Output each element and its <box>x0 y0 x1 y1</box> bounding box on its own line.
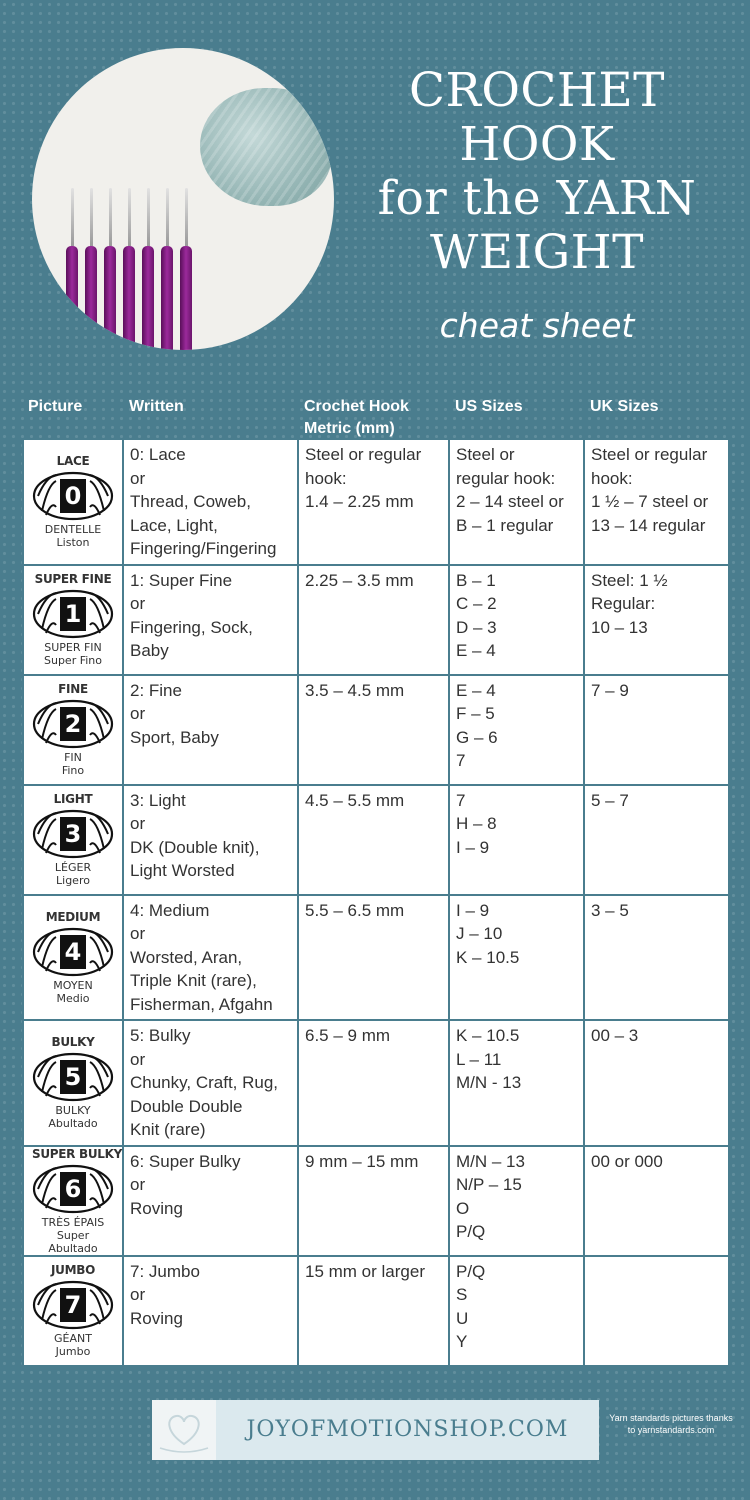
logo-icon <box>152 1400 216 1460</box>
cell-line: or <box>130 594 146 613</box>
cell-line: 7: Jumbo <box>130 1261 200 1281</box>
cell-line: E – 4 <box>456 680 496 700</box>
cell-line: Steel or regular <box>305 445 422 464</box>
yarn-skein-icon <box>32 589 114 639</box>
cell-line: O <box>456 1198 470 1218</box>
cell-line: or <box>130 924 146 943</box>
cell-line: C – 2 <box>456 594 497 613</box>
cell-line: regular hook: <box>456 468 556 488</box>
cell-line: Triple Knit (rare), <box>130 971 257 990</box>
written-cell <box>123 785 298 895</box>
yarn-weight-symbol-cell <box>23 895 123 1021</box>
cell-line: Double Double <box>130 1096 243 1116</box>
cell-line: Knit (rare) <box>130 1120 206 1139</box>
metric-cell <box>298 1146 449 1256</box>
column-header-uk: UK Sizes <box>590 398 659 415</box>
metric-cell <box>298 895 449 1021</box>
symbol-french: TRÈS ÉPAIS <box>41 1215 105 1229</box>
yarn-ball-image <box>200 88 332 206</box>
symbol-french: SUPER FIN <box>44 641 102 654</box>
cell-line: B – 1 <box>456 570 496 590</box>
cell-line: 15 mm or larger <box>305 1261 425 1281</box>
yarn-weight-symbol <box>32 910 114 1005</box>
symbol-category: SUPER BULKY <box>32 1146 123 1161</box>
symbol-number: 1 <box>60 597 86 631</box>
page-title <box>352 64 722 345</box>
cell-line: 00 or 000 <box>591 1151 663 1171</box>
crochet-hook-image <box>142 188 154 350</box>
yarn-skein-icon <box>32 1164 114 1214</box>
symbol-french: FIN <box>64 751 82 764</box>
written-cell <box>123 439 298 565</box>
written-cell <box>123 675 298 785</box>
column-header-picture: Picture <box>28 398 83 415</box>
us-size-cell <box>449 565 584 675</box>
us-size-cell <box>449 785 584 895</box>
cell-line: P/Q <box>456 1222 486 1241</box>
table-row <box>23 895 729 1021</box>
cell-line: 5: Bulky <box>130 1026 191 1045</box>
table-row <box>23 1256 729 1366</box>
cell-line: Lace, Light, <box>130 515 218 535</box>
cell-line: 2 – 14 steel or <box>456 492 564 511</box>
cell-line: Sport, Baby <box>130 727 219 747</box>
cell-line: 4.5 – 5.5 mm <box>305 790 405 810</box>
cell-line: Light Worsted <box>130 861 235 880</box>
symbol-spanish: Fino <box>61 764 85 777</box>
yarn-weight-symbol-cell <box>23 1020 123 1146</box>
cell-line: 10 – 13 <box>591 617 648 637</box>
site-url-link[interactable]: JOYOFMOTIONSHOP.COM <box>216 1400 599 1460</box>
us-size-cell <box>449 439 584 565</box>
symbol-category: MEDIUM <box>45 909 101 924</box>
us-size-cell <box>449 675 584 785</box>
crochet-hook-image <box>180 188 192 350</box>
crochet-hook-image <box>85 188 97 350</box>
uk-size-cell <box>584 895 729 1021</box>
crochet-hook-image <box>161 188 173 350</box>
cell-line: E – 4 <box>456 641 496 660</box>
crochet-hook-image <box>66 188 78 350</box>
hook-size-table <box>22 390 728 1367</box>
cell-line: Steel or <box>456 445 515 464</box>
symbol-category: SUPER FINE <box>34 572 112 586</box>
cell-line: Fingering, Sock, <box>130 617 253 637</box>
symbol-french: LÉGER <box>54 861 92 874</box>
cell-line: U <box>456 1308 469 1328</box>
cell-line: H – 8 <box>456 814 497 833</box>
table-header <box>22 390 728 438</box>
yarn-weight-symbol-cell <box>23 565 123 675</box>
symbol-french: MOYEN <box>53 978 93 992</box>
cell-line: Steel or regular <box>591 445 708 464</box>
cell-line: K – 10.5 <box>456 1026 520 1045</box>
us-size-cell <box>449 1020 584 1146</box>
page-subtitle: cheat sheet <box>439 306 635 345</box>
image-credit: Yarn standards pictures thanks to yarnstandards.com <box>609 1413 733 1435</box>
symbol-number: 7 <box>60 1288 86 1322</box>
cell-line: B – 1 regular <box>456 515 554 535</box>
cell-line: 3.5 – 4.5 mm <box>305 680 405 700</box>
yarn-skein-icon <box>32 471 114 521</box>
cell-line: 4: Medium <box>130 900 210 920</box>
uk-size-cell <box>584 675 729 785</box>
cell-line: or <box>130 704 146 723</box>
cell-line: 7 – 9 <box>591 680 629 700</box>
crochet-hook-image <box>123 188 135 350</box>
hook-table-body <box>22 438 730 1367</box>
cell-line: 7 <box>456 790 466 810</box>
metric-cell <box>298 1256 449 1366</box>
symbol-spanish: Ligero <box>56 874 90 887</box>
written-cell <box>123 565 298 675</box>
us-size-cell <box>449 895 584 1021</box>
yarn-weight-symbol-cell <box>23 785 123 895</box>
cell-line: 1.4 – 2.25 mm <box>305 492 414 511</box>
cell-line: Roving <box>130 1308 183 1328</box>
cell-line: I – 9 <box>456 900 490 920</box>
title-line: CROCHET <box>409 63 665 118</box>
column-header-written: Written <box>129 398 184 415</box>
title-line: HOOK <box>459 117 615 172</box>
yarn-skein-icon <box>32 1052 114 1102</box>
table-row <box>23 439 729 565</box>
cell-line: 1 ½ – 7 steel or <box>591 492 709 511</box>
symbol-number: 0 <box>60 479 86 513</box>
symbol-number: 2 <box>60 707 86 741</box>
crochet-hook-image <box>104 188 116 350</box>
cell-line: Thread, Coweb, <box>130 492 251 511</box>
yarn-skein-icon <box>32 809 114 859</box>
cell-line: Fisherman, Afgahn <box>130 994 273 1014</box>
yarn-weight-symbol-cell <box>23 675 123 785</box>
cell-line: or <box>130 1285 146 1304</box>
symbol-spanish: Liston <box>56 536 90 550</box>
symbol-spanish: Jumbo <box>55 1345 91 1358</box>
symbol-category: FINE <box>58 682 88 696</box>
table-row <box>23 1020 729 1146</box>
yarn-weight-symbol <box>32 1035 114 1130</box>
symbol-category: BULKY <box>51 1035 95 1050</box>
cell-line: hook: <box>305 468 347 488</box>
symbol-spanish: Medio <box>56 991 90 1005</box>
written-cell <box>123 1146 298 1256</box>
yarn-weight-symbol <box>32 454 114 549</box>
yarn-weight-symbol-cell <box>23 439 123 565</box>
hero-photo <box>32 48 334 350</box>
written-cell <box>123 1256 298 1366</box>
cell-line: G – 6 <box>456 727 498 747</box>
symbol-french: DENTELLE <box>44 523 102 537</box>
uk-size-cell <box>584 565 729 675</box>
metric-cell <box>298 1020 449 1146</box>
table-row <box>23 565 729 675</box>
footer-banner <box>152 1400 599 1460</box>
cell-line: 3 – 5 <box>591 900 629 920</box>
cell-line: 00 – 3 <box>591 1026 639 1045</box>
cell-line: 3: Light <box>130 790 186 810</box>
cell-line: 7 <box>456 751 466 770</box>
cell-line: Regular: <box>591 594 656 613</box>
cell-line: or <box>130 1175 146 1194</box>
cell-line: 6: Super Bulky <box>130 1151 241 1171</box>
cell-line: Worsted, Aran, <box>130 947 243 967</box>
symbol-number: 4 <box>60 935 86 969</box>
table-row <box>23 675 729 785</box>
cell-line: S <box>456 1285 468 1304</box>
symbol-number: 6 <box>60 1172 86 1206</box>
uk-size-cell <box>584 785 729 895</box>
cell-line: or <box>130 468 146 488</box>
cell-line: Roving <box>130 1198 183 1218</box>
cell-line: 9 mm – 15 mm <box>305 1151 419 1171</box>
cell-line: I – 9 <box>456 837 490 857</box>
cell-line: 6.5 – 9 mm <box>305 1026 391 1045</box>
cell-line: K – 10.5 <box>456 947 520 967</box>
metric-cell <box>298 785 449 895</box>
symbol-category: LIGHT <box>53 792 93 806</box>
cell-line: Y <box>456 1332 468 1351</box>
uk-size-cell <box>584 1020 729 1146</box>
cell-line: F – 5 <box>456 704 495 723</box>
cell-line: 13 – 14 regular <box>591 515 706 535</box>
symbol-french: BULKY <box>55 1104 91 1118</box>
symbol-spanish: Super Abultado <box>48 1228 98 1255</box>
cell-line: 5.5 – 6.5 mm <box>305 900 405 920</box>
cell-line: M/N - 13 <box>456 1073 522 1092</box>
us-size-cell <box>449 1256 584 1366</box>
cell-line: J – 10 <box>456 924 503 943</box>
title-line: WEIGHT <box>429 225 645 280</box>
symbol-spanish: Super Fino <box>43 654 102 667</box>
cell-line: 0: Lace <box>130 445 186 464</box>
yarn-weight-symbol-cell <box>23 1256 123 1366</box>
cell-line: hook: <box>591 468 633 488</box>
table-row <box>23 785 729 895</box>
yarn-skein-icon <box>32 699 114 749</box>
table-row <box>23 1146 729 1256</box>
yarn-weight-symbol <box>32 1263 114 1358</box>
us-size-cell <box>449 1146 584 1256</box>
symbol-spanish: Abultado <box>48 1117 98 1131</box>
written-cell <box>123 895 298 1021</box>
written-cell <box>123 1020 298 1146</box>
cell-line: Fingering/Fingering <box>130 539 277 558</box>
cell-line: 5 – 7 <box>591 790 629 810</box>
yarn-weight-symbol-cell <box>23 1146 123 1256</box>
symbol-number: 3 <box>60 817 86 851</box>
uk-size-cell <box>584 1256 729 1366</box>
cell-line: 2.25 – 3.5 mm <box>305 570 414 590</box>
yarn-weight-symbol <box>32 572 114 667</box>
column-header-us: US Sizes <box>455 398 523 415</box>
uk-size-cell <box>584 439 729 565</box>
symbol-category: JUMBO <box>51 1263 95 1277</box>
uk-size-cell <box>584 1146 729 1256</box>
cell-line: Chunky, Craft, Rug, <box>130 1073 279 1092</box>
cell-line: DK (Double knit), <box>130 837 260 857</box>
symbol-category: LACE <box>56 454 90 469</box>
title-line: for the YARN <box>377 171 697 226</box>
metric-cell <box>298 439 449 565</box>
symbol-number: 5 <box>60 1060 86 1094</box>
symbol-french: GÉANT <box>54 1332 92 1345</box>
cell-line: P/Q <box>456 1261 486 1281</box>
cell-line: or <box>130 1049 146 1069</box>
cell-line: or <box>130 814 146 833</box>
yarn-skein-icon <box>32 927 114 977</box>
column-header-metric: Crochet Hook Metric (mm) <box>304 398 409 437</box>
cell-line: Steel: 1 ½ <box>591 570 668 590</box>
cell-line: D – 3 <box>456 617 497 637</box>
cell-line: 1: Super Fine <box>130 570 233 590</box>
yarn-weight-symbol <box>32 682 114 777</box>
yarn-weight-symbol <box>32 792 114 887</box>
cell-line: N/P – 15 <box>456 1175 522 1194</box>
cell-line: L – 11 <box>456 1049 502 1069</box>
yarn-weight-symbol <box>32 1146 123 1255</box>
cell-line: 2: Fine <box>130 680 182 700</box>
metric-cell <box>298 565 449 675</box>
metric-cell <box>298 675 449 785</box>
cell-line: M/N – 13 <box>456 1151 525 1171</box>
yarn-skein-icon <box>32 1280 114 1330</box>
cell-line: Baby <box>130 641 169 660</box>
